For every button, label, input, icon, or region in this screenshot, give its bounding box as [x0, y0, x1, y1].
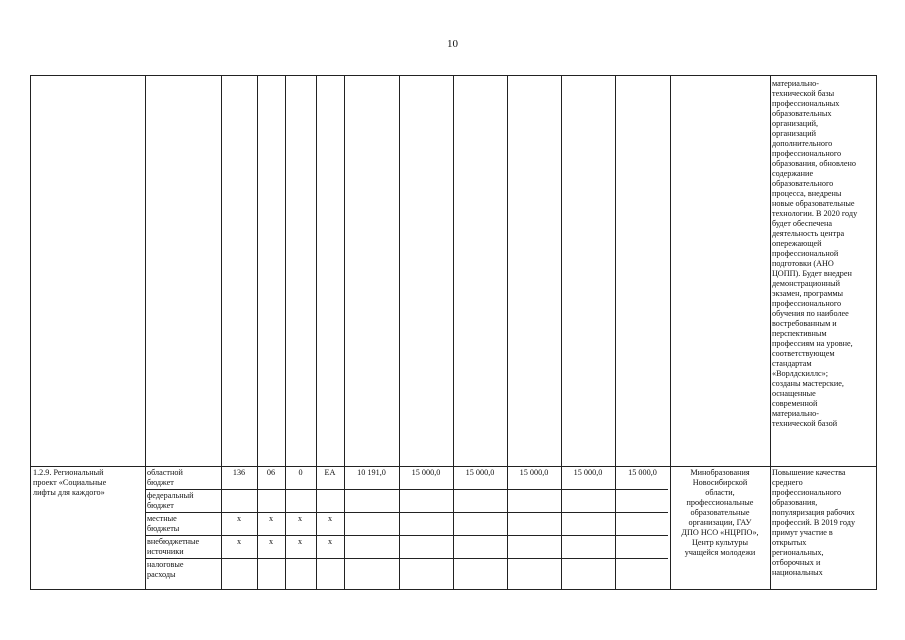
na-mark: x — [236, 537, 242, 546]
value-year-1: 10 191,0 — [357, 468, 386, 477]
row-divider — [145, 558, 668, 559]
na-mark: x — [297, 514, 303, 523]
project-name: 1.2.9. Региональный проект «Социальные лифты для каждого» — [33, 468, 107, 497]
grbs-code: 136 — [232, 468, 246, 477]
source-extrabudgetary: внебюджетные источники — [147, 537, 200, 556]
source-tax-expenditures: налоговые расходы — [147, 560, 184, 579]
source-regional-budget: областной бюджет — [147, 468, 183, 487]
value-year-2: 15 000,0 — [411, 468, 441, 477]
cs-code: EA — [324, 468, 336, 477]
program-table — [30, 75, 877, 590]
na-mark: x — [297, 537, 303, 546]
row-divider — [31, 466, 876, 467]
col-divider — [770, 76, 771, 589]
row-divider — [145, 512, 668, 513]
row-divider — [145, 535, 668, 536]
page-number: 10 — [447, 38, 458, 50]
value-year-3: 15 000,0 — [465, 468, 495, 477]
na-mark: x — [327, 514, 333, 523]
na-mark: x — [268, 514, 274, 523]
pr-code: 0 — [298, 468, 303, 477]
na-mark: x — [327, 537, 333, 546]
top-description: материально- технической базы профессиональных образовательных организаций, организаций дополнительного профессионального образования, обновлено содержание образовательного процесса, внедрены новые образовательные технологии. В 2020 году будет обеспечена деятельность центра опережающей профессиональной подготовки (АНО ЦОПП). Будет внедрен демонстрационный экзамен, программы профессионального обучения по наиболее востребованным и перспективным профессиям на уровне, соответствующем стандартам «Ворлдскиллс»; созданы мастерские, оснащенные современной материально- технической базой — [772, 79, 858, 428]
value-year-6: 15 000,0 — [628, 468, 657, 477]
source-federal-budget: федеральный бюджет — [147, 491, 194, 510]
na-mark: x — [268, 537, 274, 546]
na-mark: x — [236, 514, 242, 523]
row-divider — [145, 489, 668, 490]
rz-code: 06 — [266, 468, 276, 477]
expected-results: Повышение качества среднего профессионального образования, популяризация рабочих профессий. В 2019 году примут участие в открытых региональных, отборочных и национальных — [772, 468, 856, 577]
value-year-5: 15 000,0 — [573, 468, 603, 477]
source-local-budgets: местные бюджеты — [147, 514, 180, 533]
executors: Минобразования Новосибирской области, профессиональные образовательные организации, ГАУ ДПО НСО «НЦРПО», Центр культуры учащейся молодежи — [681, 468, 759, 557]
value-year-4: 15 000,0 — [519, 468, 549, 477]
